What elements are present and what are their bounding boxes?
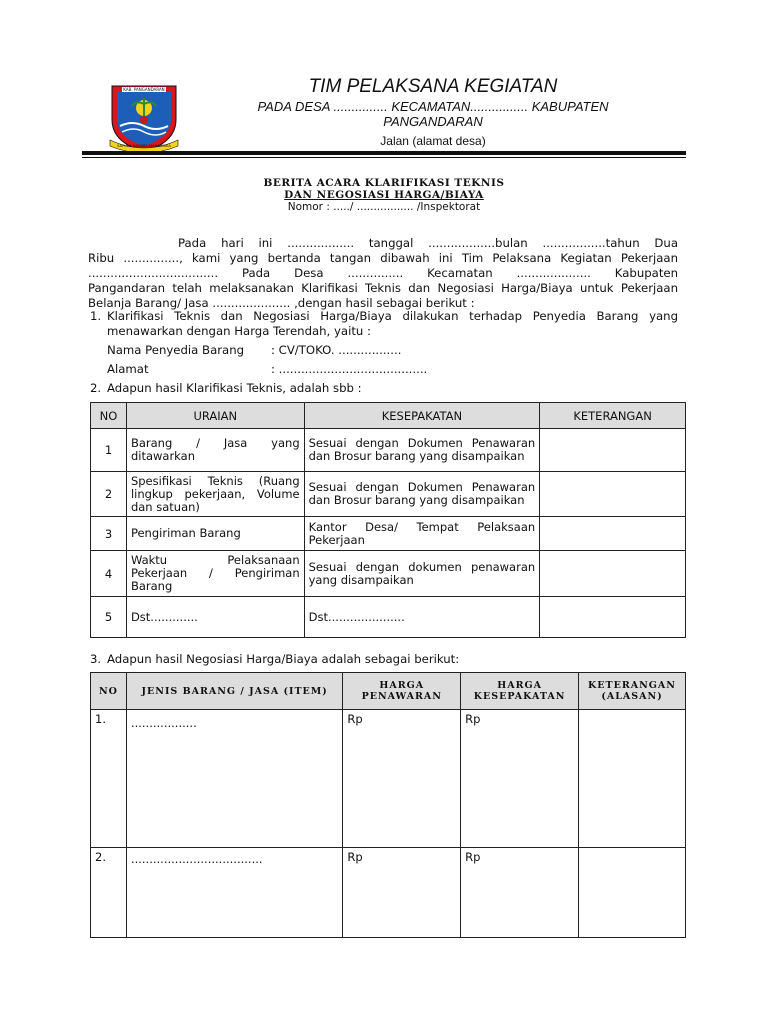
cell-item: .................................... — [126, 848, 342, 938]
item3-text: Adapun hasil Negosiasi Harga/Biaya adalah sebagai berikut: — [107, 652, 460, 666]
table-row — [91, 848, 686, 938]
table-row — [91, 429, 686, 472]
col-header-harga-kesepakatan: HARGA KESEPAKATAN — [461, 673, 579, 710]
cell-kesepakatan: Kantor Desa/ Tempat Pelaksaan Pekerjaan — [304, 517, 540, 551]
logo-name-text: KAB. PANGANDARAN — [123, 87, 165, 92]
intro-line: Pangandaran telah melaksanakan Klarifikasi Teknis dan Negosiasi Harga/Biaya untuk Pekerjaan — [88, 281, 678, 295]
item3-number: 3. — [90, 652, 102, 666]
cell-no: 1 — [91, 429, 127, 472]
table-header-row — [91, 673, 686, 710]
cell-uraian: Dst............. — [126, 597, 304, 638]
item2-text: Adapun hasil Klarifikasi Teknis, adalah sbb : — [107, 381, 362, 395]
technical-clarification-table — [90, 402, 686, 638]
header-rule-thick — [82, 151, 686, 155]
cell-keterangan — [540, 429, 686, 472]
provider-label: Nama Penyedia Barang — [107, 343, 245, 357]
cell-keterangan — [579, 848, 686, 938]
col-header-keterangan: KETERANGAN (ALASAN) — [579, 673, 686, 710]
cell-item: .................. — [126, 710, 342, 848]
table-row — [91, 597, 686, 638]
cell-harga-penawaran: Rp — [343, 710, 461, 848]
header-subtitle — [198, 99, 668, 129]
cell-harga-kesepakatan: Rp — [461, 848, 579, 938]
cell-no: 1. — [91, 710, 127, 848]
cell-uraian: Waktu Pelaksanaan Pekerjaan / Pengiriman Barang — [126, 551, 304, 597]
item1-number: 1. — [90, 309, 102, 323]
col-header-kesepakatan: KESEPAKATAN — [304, 403, 540, 429]
intro-line: Pada hari ini .................. tanggal ..................bulan .................tahun Dua — [178, 236, 678, 250]
header-subtitle-line1: PADA DESA ............... KECAMATAN................ KABUPATEN — [257, 99, 609, 114]
header-title: TIM PELAKSANA KEGIATAN — [308, 76, 558, 97]
item1-line1: Klarifikasi Teknis dan Negosiasi Harga/Biaya dilakukan terhadap Penyedia Barang yang — [107, 309, 678, 323]
table-header-row — [91, 403, 686, 429]
cell-no: 5 — [91, 597, 127, 638]
cell-no: 3 — [91, 517, 127, 551]
cell-no: 4 — [91, 551, 127, 597]
table-row — [91, 517, 686, 551]
table-row — [91, 710, 686, 848]
doc-title-line1: BERITA ACARA KLARIFIKASI TEKNIS — [263, 177, 505, 189]
cell-no: 2. — [91, 848, 127, 938]
cell-keterangan — [579, 710, 686, 848]
cell-kesepakatan: Sesuai dengan dokumen penawaran yang disampaikan — [304, 551, 540, 597]
cell-keterangan — [540, 472, 686, 517]
col-header-harga-penawaran: HARGA PENAWARAN — [343, 673, 461, 710]
intro-line: Belanja Barang/ Jasa ..................... ,dengan hasil sebagai berikut : — [88, 296, 475, 310]
cell-keterangan — [540, 551, 686, 597]
intro-paragraph — [88, 236, 678, 311]
logo-motto-text: SAPURA NAGARA MAHARDIKA — [117, 144, 171, 148]
cell-harga-penawaran: Rp — [343, 848, 461, 938]
cell-no: 2 — [91, 472, 127, 517]
cell-keterangan — [540, 597, 686, 638]
cell-uraian: Pengiriman Barang — [126, 517, 304, 551]
item2-number: 2. — [90, 381, 102, 395]
provider-value: : CV/TOKO. ................. — [271, 343, 402, 357]
cell-uraian: Barang / Jasa yang ditawarkan — [126, 429, 304, 472]
doc-nomor: Nomor : ...../ ................. /Inspektorat — [287, 201, 481, 213]
cell-kesepakatan: Sesuai dengan Dokumen Penawaran dan Brosur barang yang disampaikan — [304, 429, 540, 472]
header-subtitle-line2: PANGANDARAN — [383, 114, 483, 129]
regency-logo — [108, 80, 180, 154]
header-address: Jalan (alamat desa) — [380, 134, 486, 148]
item1-line2: menawarkan dengan Harga Terendah, yaitu : — [107, 324, 371, 338]
cell-harga-kesepakatan: Rp — [461, 710, 579, 848]
cell-keterangan — [540, 517, 686, 551]
price-negotiation-table — [90, 672, 686, 938]
address-value: : ........................................ — [271, 362, 428, 376]
col-header-keterangan: KETERANGAN — [540, 403, 686, 429]
col-header-no: NO — [91, 403, 127, 429]
intro-line: ................................... Pada Desa ............... Kecamatan .................... Kabupaten — [88, 266, 678, 280]
col-header-jenis-barang: JENIS BARANG / JASA (ITEM) — [126, 673, 342, 710]
table-row — [91, 551, 686, 597]
doc-title-line2: DAN NEGOSIASI HARGA/BIAYA — [284, 189, 484, 201]
cell-uraian: Spesifikasi Teknis (Ruang lingkup pekerjaan, Volume dan satuan) — [126, 472, 304, 517]
col-header-no: NO — [91, 673, 127, 710]
address-label: Alamat — [107, 362, 149, 376]
intro-line: Ribu ..............., kami yang bertanda tangan dibawah ini Tim Pelaksana Kegiatan Pekerjaan — [88, 251, 678, 265]
header-rule-thin — [82, 157, 686, 158]
table-row — [91, 472, 686, 517]
cell-kesepakatan: Sesuai dengan Dokumen Penawaran dan Brosur barang yang disampaikan — [304, 472, 540, 517]
col-header-uraian: URAIAN — [126, 403, 304, 429]
cell-kesepakatan: Dst..................... — [304, 597, 540, 638]
